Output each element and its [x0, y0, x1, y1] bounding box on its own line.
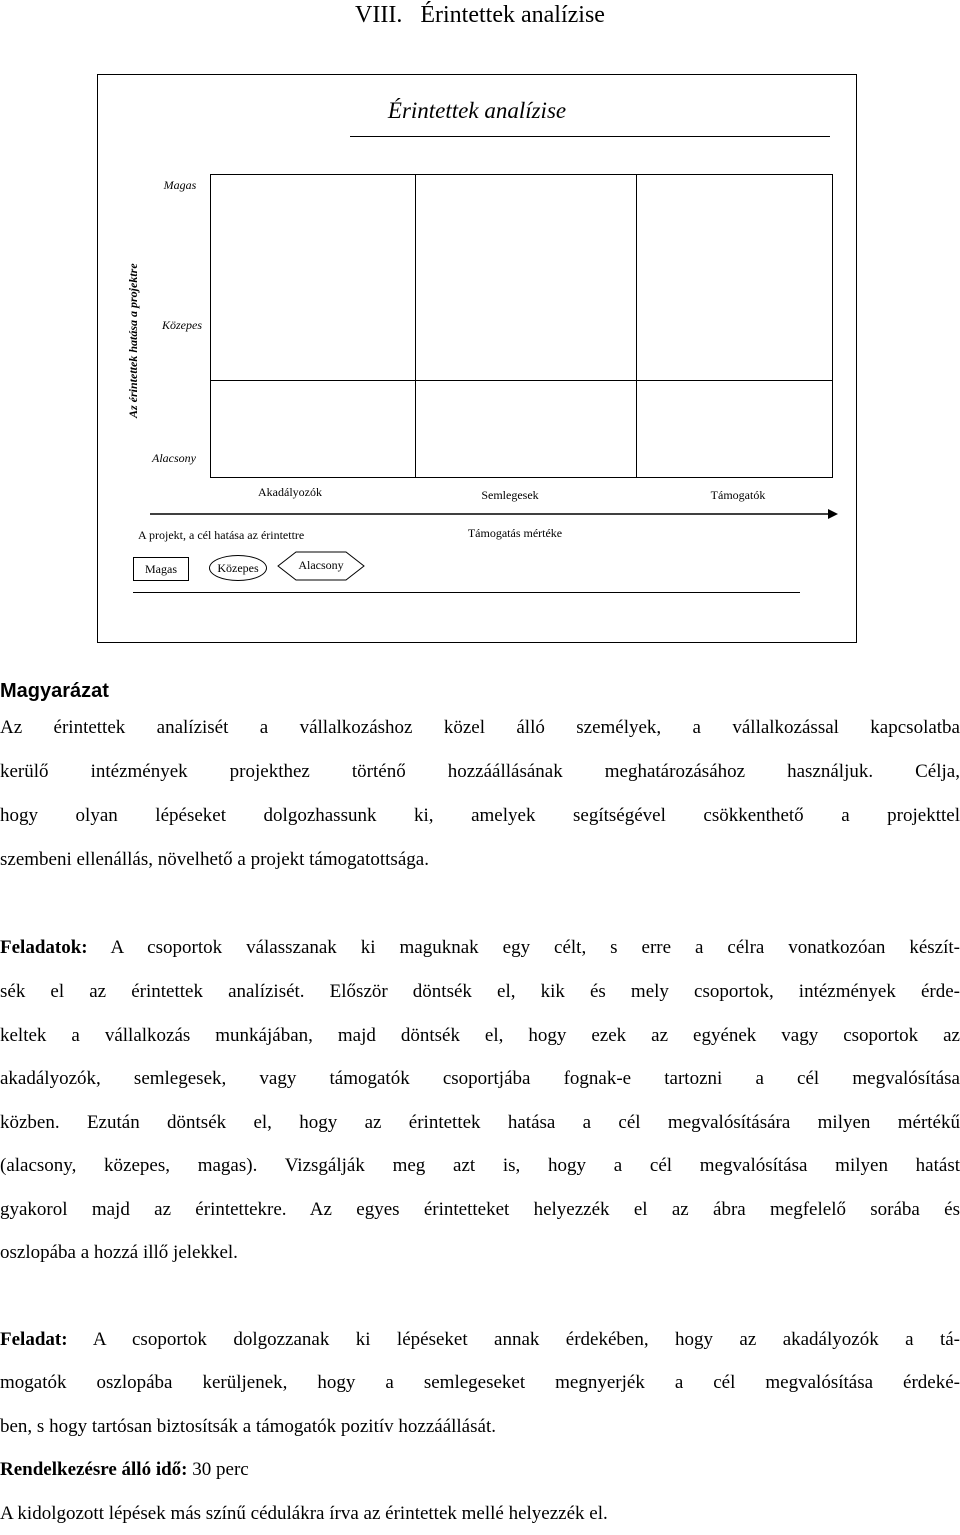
column-label-neutral: Semlegesek	[481, 488, 539, 502]
title-underline	[350, 136, 830, 137]
tasks-first-line: A csoportok válasszanak ki maguknak egy célt, s erre a célra vonatkozóan készít-	[87, 937, 960, 958]
y-level-medium: Közepes	[162, 318, 202, 332]
tasks-line: sék el az érintettek analízisét. Először döntsék el, kik és mely csoportok, intézmények érde-	[0, 981, 960, 1002]
column-label-blockers: Akadályozók	[258, 485, 322, 499]
grid-cell	[415, 174, 637, 381]
y-axis-label: Az érintettek hatása a projektre	[126, 263, 140, 418]
explanation-heading: Magyarázat	[0, 680, 109, 702]
section-heading	[0, 2, 960, 29]
tasks-line: akadályozók, semlegesek, vagy támogatók csoportjába fognak-e tartozni a cél megvalósítása	[0, 1068, 960, 1089]
explanation-section	[0, 676, 960, 1535]
x-axis-arrow	[150, 506, 840, 522]
explanation-line: szembeni ellenállás, növelhető a projekt támogatottsága.	[0, 849, 429, 870]
tasks-line: gyakorol majd az érintettekre. Az egyes érintetteket helyezzék el az ábra megfelelő sorába és	[0, 1198, 960, 1220]
section-number: VIII.	[355, 2, 403, 28]
legend-label-medium: Közepes	[217, 561, 259, 575]
time-label: Rendelkezésre álló idő:	[0, 1459, 188, 1480]
legend-ellipse-medium	[209, 555, 267, 581]
explanation-line: hogy olyan lépéseket dolgozhassunk ki, amelyek segítségével csökkenthető a projekttel	[0, 805, 960, 826]
time-value: 30 perc	[187, 1459, 249, 1480]
y-level-low: Alacsony	[152, 451, 196, 465]
legend-square-high	[133, 557, 189, 581]
grid-cell	[636, 174, 833, 381]
arrowhead-icon	[828, 509, 838, 519]
task-line	[0, 1318, 960, 1362]
legend-label-low: Alacsony	[298, 558, 344, 572]
tasks-line: oszlopába a hozzá illő jelekkel.	[0, 1242, 238, 1263]
task-line: ben, s hogy tartósan biztosítsák a támogatók pozitív hozzáállását.	[0, 1415, 496, 1437]
task-first-line: A csoportok dolgozzanak ki lépéseket annak érdekében, hogy az akadályozók a tá-	[67, 1328, 960, 1350]
tasks-label: Feladatok:	[0, 937, 88, 958]
tasks-line: keltek a vállalkozás munkájában, majd döntsék el, hogy ezek az egyének vagy csoportok az	[0, 1024, 960, 1046]
legend-title: A projekt, a cél hatása az érintettre	[138, 528, 305, 542]
task-line: mogatók oszlopába kerüljenek, hogy a semlegeseket megnyerjék a cél megvalósítása érdeké-	[0, 1372, 960, 1393]
closing-line: A kidolgozott lépések más színű cédulákra írva az érintettek mellé helyezzék el.	[0, 1502, 608, 1524]
tasks-line	[0, 926, 960, 970]
grid-cell	[415, 380, 637, 478]
grid-cell	[210, 174, 416, 381]
time-line	[0, 1448, 960, 1492]
grid-cell	[636, 380, 833, 478]
section-title: Érintettek analízise	[420, 2, 605, 28]
y-level-high: Magas	[163, 178, 197, 192]
legend-underline	[133, 592, 800, 593]
explanation-line: Az érintettek analízisét a vállalkozáshoz közel álló személyek, a vállalkozással kapcsolatba	[0, 717, 960, 738]
column-label-supporters: Támogatók	[710, 488, 766, 502]
x-axis-label: Támogatás mértéke	[467, 526, 563, 540]
diagram-title: Érintettek analízise	[387, 98, 567, 123]
legend-label-high: Magas	[145, 562, 177, 576]
tasks-line: közben. Ezután döntsék el, hogy az érintettek hatása a cél megvalósítására milyen mértékű	[0, 1111, 960, 1133]
explanation-line: kerülő intézmények projekthez történő hozzáállásának meghatározásához használjuk. Célja,	[0, 761, 960, 782]
grid-cell	[210, 380, 416, 478]
tasks-line: (alacsony, közepes, magas). Vizsgálják meg azt is, hogy a cél megvalósítása milyen hatást	[0, 1155, 960, 1176]
task-label: Feladat:	[0, 1328, 68, 1350]
